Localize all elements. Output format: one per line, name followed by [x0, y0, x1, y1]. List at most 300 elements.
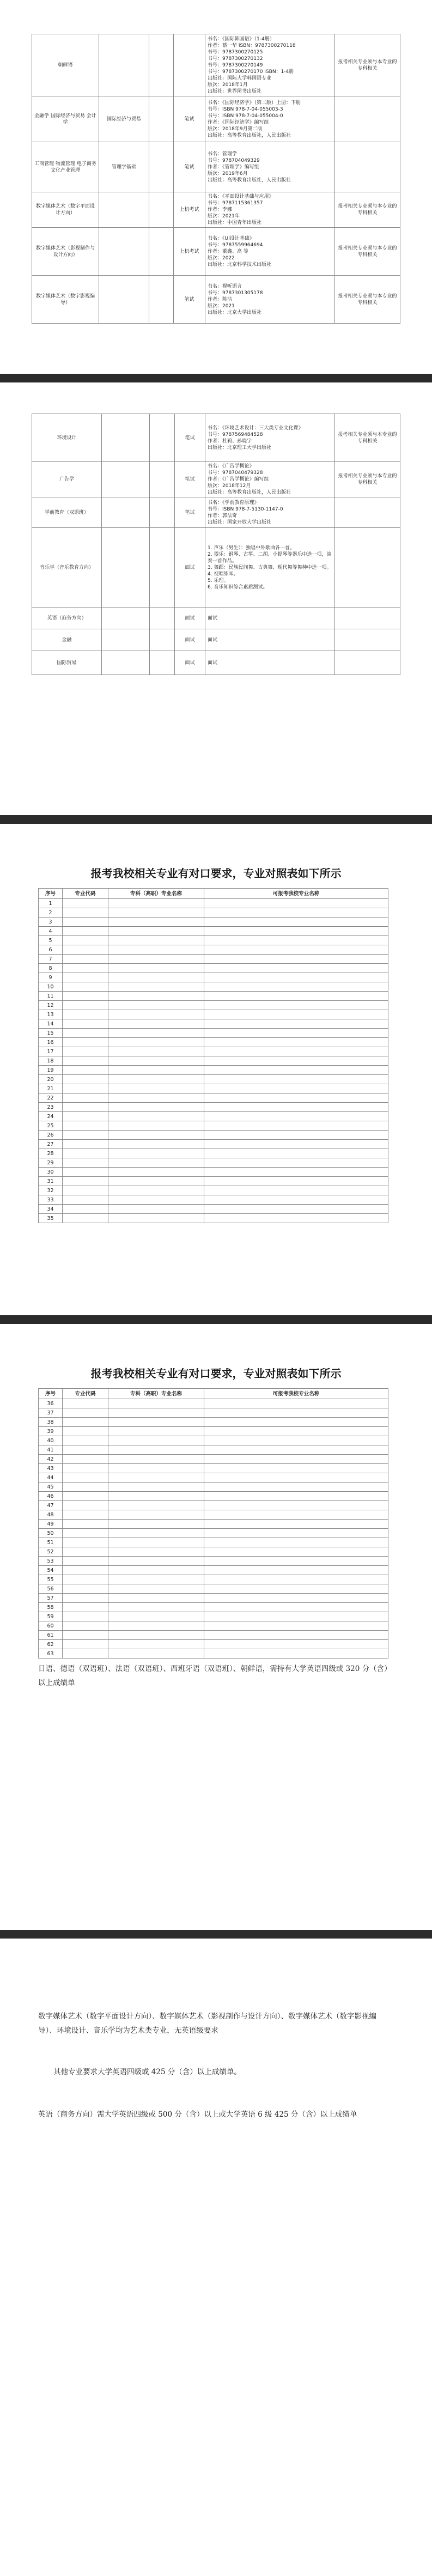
- cell-major: [102, 528, 150, 607]
- exam-row: [32, 34, 400, 96]
- cell-level: [149, 228, 174, 276]
- cell-code: [63, 1112, 108, 1121]
- page-4: [0, 1324, 432, 1930]
- cell-code: [63, 1621, 108, 1631]
- cell-target-major: [204, 1473, 388, 1483]
- cell-college-major: [108, 1612, 204, 1621]
- cell-code: [63, 1501, 108, 1510]
- cell-level: [149, 34, 174, 96]
- cell-index: 30: [39, 1168, 63, 1177]
- cell-college-major: [108, 1047, 204, 1056]
- cell-major: [102, 497, 150, 528]
- page-separator: [0, 1315, 432, 1324]
- cell-target-major: [204, 1168, 388, 1177]
- table-row: [39, 1566, 388, 1575]
- cell-code: [63, 1019, 108, 1029]
- cell-college-major: [108, 1131, 204, 1140]
- cell-requirement: [335, 96, 400, 142]
- cell-target-major: [204, 1594, 388, 1603]
- cell-index: 37: [39, 1408, 63, 1418]
- cell-reference-books: 书名：管理学 书号：978704049329 作者：《管理学》编写组 版次：2019年6月 出版社：高等教育出版社，人民出版社: [205, 142, 335, 192]
- header-target-major: 可报考我校专业名称: [204, 1389, 388, 1399]
- cell-target-major: [204, 1455, 388, 1464]
- table-row: [39, 1501, 388, 1510]
- cell-code: [63, 1075, 108, 1084]
- cell-code: [63, 1640, 108, 1649]
- cell-exam-form: 笔试: [175, 497, 205, 528]
- cell-target-major: [204, 1177, 388, 1186]
- exam-table-2: [32, 414, 400, 675]
- cell-college-major: [108, 1575, 204, 1584]
- other-major-note: 其他专业要求大学英语四级或 425 分（含）以上成绩单。: [53, 2068, 241, 2076]
- cell-code: [63, 1566, 108, 1575]
- table-row: [39, 1168, 388, 1177]
- cell-major: [102, 462, 150, 497]
- table-row: [39, 1205, 388, 1214]
- cell-index: 25: [39, 1121, 63, 1131]
- cell-index: 29: [39, 1158, 63, 1168]
- table-row: [39, 908, 388, 918]
- cell-code: [63, 1214, 108, 1223]
- cell-code: [63, 1399, 108, 1408]
- cell-index: 23: [39, 1103, 63, 1112]
- cell-reference-books: 1. 声乐（男生）：独唱中外歌曲各一首。 2. 器乐：钢琴、古筝、二胡、小提琴等器乐中选一项，演奏一首作品。 3. 舞蹈：民族民间舞、古典舞、现代舞等舞种中选一项。 4. 视唱练耳。 5. 乐理。 6. 音乐知识综合素质测试。: [205, 528, 335, 607]
- table-row: [39, 1631, 388, 1640]
- cell-reference-books: 书名：《国际经济学》（第二版）上册：下册 书号：ISBN 978-7-04-055003-3 书号：ISBN 978-7-04-055004-0 作者：《国际经济学》编写组 版次：2018年9月第二版 出版社：高等教育出版社，人民出版社: [205, 96, 335, 142]
- table-row: [39, 973, 388, 982]
- table-row: [39, 1186, 388, 1195]
- cell-college-major: [108, 955, 204, 964]
- cell-code: [63, 1158, 108, 1168]
- cell-index: 13: [39, 1010, 63, 1019]
- cell-index: 32: [39, 1186, 63, 1195]
- cell-college-major: [108, 1566, 204, 1575]
- cell-major: 管理学基础: [99, 142, 149, 192]
- cell-index: 2: [39, 908, 63, 918]
- cell-index: 14: [39, 1019, 63, 1029]
- table-row: [39, 1093, 388, 1103]
- cell-target-major: [204, 1538, 388, 1547]
- cell-index: 55: [39, 1575, 63, 1584]
- cell-index: 60: [39, 1621, 63, 1631]
- cell-college-major: [108, 1168, 204, 1177]
- cell-code: [63, 1056, 108, 1066]
- cell-college-major: [108, 1492, 204, 1501]
- table-row: [39, 1473, 388, 1483]
- table-row: [39, 1418, 388, 1427]
- cell-college-major: [108, 1075, 204, 1084]
- cell-index: 62: [39, 1640, 63, 1649]
- cell-college-major: [108, 1195, 204, 1205]
- cell-college-major: [108, 1093, 204, 1103]
- cell-code: [63, 1121, 108, 1131]
- cell-reference-books: 面试: [205, 629, 335, 651]
- cell-code: [63, 1455, 108, 1464]
- cell-code: [63, 1575, 108, 1584]
- page-3: [0, 824, 432, 1315]
- cell-category: 英语（商务方向）: [32, 607, 102, 629]
- cell-index: 47: [39, 1501, 63, 1510]
- cell-code: [63, 1047, 108, 1056]
- cell-index: 56: [39, 1584, 63, 1594]
- cell-college-major: [108, 908, 204, 918]
- cell-college-major: [108, 1603, 204, 1612]
- cell-level: [150, 629, 175, 651]
- cell-reference-books: 面试: [205, 651, 335, 675]
- cell-code: [63, 1103, 108, 1112]
- cell-college-major: [108, 1038, 204, 1047]
- page-5: [0, 1939, 432, 2576]
- cell-code: [63, 1177, 108, 1186]
- major-mapping-table-2: [38, 1388, 388, 1658]
- cell-code: [63, 1483, 108, 1492]
- cell-code: [63, 1436, 108, 1445]
- table-row: [39, 1584, 388, 1594]
- cell-college-major: [108, 973, 204, 982]
- cell-level: [150, 651, 175, 675]
- cell-index: 57: [39, 1594, 63, 1603]
- cell-target-major: [204, 1066, 388, 1075]
- cell-target-major: [204, 1445, 388, 1455]
- table-row: [39, 918, 388, 927]
- cell-code: [63, 1010, 108, 1019]
- cell-index: 9: [39, 973, 63, 982]
- cell-code: [63, 1149, 108, 1158]
- cell-index: 33: [39, 1195, 63, 1205]
- cell-index: 21: [39, 1084, 63, 1093]
- cell-target-major: [204, 1399, 388, 1408]
- cell-requirement: 报考相关专业须与本专业的专科相关: [335, 462, 400, 497]
- cell-target-major: [204, 1418, 388, 1427]
- table-row: [39, 1121, 388, 1131]
- cell-index: 41: [39, 1445, 63, 1455]
- cell-index: 10: [39, 982, 63, 992]
- cell-category: 工商管理 物流管理 电子商务 文化产业管理: [32, 142, 99, 192]
- header-code: 专业代码: [63, 889, 108, 899]
- cell-college-major: [108, 1103, 204, 1112]
- cell-reference-books: 面试: [205, 607, 335, 629]
- table-row: [39, 1594, 388, 1603]
- cell-college-major: [108, 1112, 204, 1121]
- cell-target-major: [204, 964, 388, 973]
- cell-college-major: [108, 1445, 204, 1455]
- header-college-major: 专科（高职）专业名称: [108, 889, 204, 899]
- cell-exam-form: 上机考试: [174, 228, 205, 276]
- cell-college-major: [108, 1408, 204, 1418]
- table-row: [39, 1557, 388, 1566]
- cell-college-major: [108, 936, 204, 945]
- cell-index: 11: [39, 992, 63, 1001]
- cell-exam-form: 上机考试: [174, 192, 205, 228]
- table-row: [39, 1177, 388, 1186]
- cell-index: 63: [39, 1649, 63, 1658]
- cell-target-major: [204, 1001, 388, 1010]
- section-title: 报考我校相关专业有对口要求，专业对照表如下所示: [90, 1367, 342, 1380]
- cell-code: [63, 1492, 108, 1501]
- cell-level: [149, 142, 174, 192]
- table-row: [39, 955, 388, 964]
- cell-index: 15: [39, 1029, 63, 1038]
- cell-category: 金融: [32, 629, 102, 651]
- cell-major: [99, 34, 149, 96]
- cell-code: [63, 1631, 108, 1640]
- table-row: [39, 1195, 388, 1205]
- cell-major: [99, 276, 149, 324]
- page-separator: [0, 815, 432, 824]
- cell-index: 58: [39, 1603, 63, 1612]
- exam-row: [32, 629, 400, 651]
- cell-target-major: [204, 1112, 388, 1121]
- cell-index: 24: [39, 1112, 63, 1121]
- cell-target-major: [204, 1010, 388, 1019]
- cell-college-major: [108, 1510, 204, 1520]
- cell-target-major: [204, 1408, 388, 1418]
- cell-code: [63, 1131, 108, 1140]
- cell-target-major: [204, 1186, 388, 1195]
- table-row: [39, 1520, 388, 1529]
- cell-college-major: [108, 1158, 204, 1168]
- cell-index: 61: [39, 1631, 63, 1640]
- cell-code: [63, 1547, 108, 1557]
- cell-exam-form: [174, 34, 205, 96]
- cell-college-major: [108, 1084, 204, 1093]
- cell-target-major: [204, 1492, 388, 1501]
- cell-index: 26: [39, 1131, 63, 1140]
- cell-target-major: [204, 908, 388, 918]
- cell-index: 39: [39, 1427, 63, 1436]
- cell-code: [63, 1584, 108, 1594]
- cell-category: 环境设计: [32, 414, 102, 462]
- cell-code: [63, 1427, 108, 1436]
- cell-category: 金融学 国际经济与贸易 会计学: [32, 96, 99, 142]
- cell-code: [63, 936, 108, 945]
- cell-target-major: [204, 1131, 388, 1140]
- table-row: [39, 1149, 388, 1158]
- cell-target-major: [204, 918, 388, 927]
- cell-exam-form: 面试: [175, 629, 205, 651]
- cell-index: 19: [39, 1066, 63, 1075]
- table-row: [39, 1158, 388, 1168]
- cell-college-major: [108, 1418, 204, 1427]
- cell-index: 38: [39, 1418, 63, 1427]
- cell-code: [63, 1168, 108, 1177]
- exam-row: [32, 414, 400, 462]
- cell-index: 35: [39, 1214, 63, 1223]
- cell-target-major: [204, 1529, 388, 1538]
- table-row: [39, 1047, 388, 1056]
- table-row: [39, 1427, 388, 1436]
- cell-college-major: [108, 1427, 204, 1436]
- cell-code: [63, 964, 108, 973]
- cell-target-major: [204, 982, 388, 992]
- major-mapping-table-1: [38, 888, 388, 1223]
- page-separator: [0, 1930, 432, 1939]
- cell-target-major: [204, 1056, 388, 1066]
- table-row: [39, 927, 388, 936]
- header-target-major: 可报考我校专业名称: [204, 889, 388, 899]
- cell-index: 3: [39, 918, 63, 927]
- cell-code: [63, 1408, 108, 1418]
- cell-exam-form: 笔试: [174, 276, 205, 324]
- cell-college-major: [108, 927, 204, 936]
- cell-code: [63, 1205, 108, 1214]
- cell-target-major: [204, 1121, 388, 1131]
- cell-code: [63, 918, 108, 927]
- table-row: [39, 1112, 388, 1121]
- cell-college-major: [108, 1529, 204, 1538]
- cell-index: 44: [39, 1473, 63, 1483]
- cell-target-major: [204, 955, 388, 964]
- cell-code: [63, 1464, 108, 1473]
- cell-code: [63, 927, 108, 936]
- cell-reference-books: 书名：《学前教育原理》 书号：ISBN 978-7-5130-1147-0 作者：郭法奇 出版社：国家开放大学出版社: [205, 497, 335, 528]
- cell-code: [63, 992, 108, 1001]
- cell-target-major: [204, 945, 388, 955]
- cell-college-major: [108, 1186, 204, 1195]
- cell-reference-books: 书名：《环境艺术设计：三大类专业文化课》 书号：9787569484528 作者：杜莉、孙晓宇 出版社：北京理工大学出版社: [205, 414, 335, 462]
- cell-major: 国际经济与贸易: [99, 96, 149, 142]
- cell-category: 音乐学（音乐教育方向）: [32, 528, 102, 607]
- cell-college-major: [108, 964, 204, 973]
- cell-requirement: 报考相关专业须与本专业的专科相关: [335, 192, 400, 228]
- table-row: [39, 1492, 388, 1501]
- cell-index: 20: [39, 1075, 63, 1084]
- cell-exam-form: 面试: [175, 651, 205, 675]
- table-row: [39, 1408, 388, 1418]
- cell-requirement: [335, 651, 400, 675]
- cell-requirement: 报考相关专业须与本专业的专科相关: [335, 276, 400, 324]
- cell-college-major: [108, 1584, 204, 1594]
- cell-requirement: 报考相关专业须与本专业的专科相关: [335, 414, 400, 462]
- cell-index: 53: [39, 1557, 63, 1566]
- exam-row: [32, 462, 400, 497]
- cell-college-major: [108, 1473, 204, 1483]
- table-header: [39, 1389, 388, 1399]
- cell-major: [99, 192, 149, 228]
- cell-college-major: [108, 992, 204, 1001]
- cell-category: 数字媒体艺术（影视制作与设计方向）: [32, 228, 99, 276]
- cell-college-major: [108, 1621, 204, 1631]
- table-row: [39, 1214, 388, 1223]
- cell-code: [63, 1186, 108, 1195]
- cell-index: 17: [39, 1047, 63, 1056]
- cell-index: 52: [39, 1547, 63, 1557]
- cell-code: [63, 1594, 108, 1603]
- cell-level: [150, 497, 175, 528]
- exam-row: [32, 96, 400, 142]
- table-row: [39, 1483, 388, 1492]
- cell-target-major: [204, 1149, 388, 1158]
- table-row: [39, 1510, 388, 1520]
- page-separator: [0, 374, 432, 382]
- cell-target-major: [204, 1566, 388, 1575]
- cell-index: 50: [39, 1529, 63, 1538]
- table-row: [39, 1621, 388, 1631]
- cell-college-major: [108, 1001, 204, 1010]
- cell-index: 51: [39, 1538, 63, 1547]
- table-row: [39, 899, 388, 908]
- cell-index: 45: [39, 1483, 63, 1492]
- cell-target-major: [204, 1547, 388, 1557]
- cell-target-major: [204, 1575, 388, 1584]
- cell-target-major: [204, 1084, 388, 1093]
- cell-college-major: [108, 1399, 204, 1408]
- table-row: [39, 964, 388, 973]
- cell-college-major: [108, 982, 204, 992]
- header-college-major: 专科（高职）专业名称: [108, 1389, 204, 1399]
- cell-reference-books: 书名：视听语言 书号：9787301305178 作者：陈洁 版次：2021 出版社：北京大学出版社: [205, 276, 335, 324]
- cell-target-major: [204, 1038, 388, 1047]
- cell-target-major: [204, 1510, 388, 1520]
- cell-code: [63, 1445, 108, 1455]
- cell-college-major: [108, 1594, 204, 1603]
- cell-college-major: [108, 1205, 204, 1214]
- cell-level: [150, 462, 175, 497]
- cell-code: [63, 1195, 108, 1205]
- cell-index: 46: [39, 1492, 63, 1501]
- cell-category: 数字媒体艺术（数字平面设计方向）: [32, 192, 99, 228]
- cell-exam-form: 笔试: [175, 462, 205, 497]
- cell-reference-books: 书名：《平面设计基础与应用》 书号：9787115361357 作者：李娜 版次：2021年 出版社：中国青年出版社: [205, 192, 335, 228]
- cell-code: [63, 1557, 108, 1566]
- cell-target-major: [204, 1103, 388, 1112]
- cell-code: [63, 1612, 108, 1621]
- art-major-note: 数字媒体艺术（数字平面设计方向）、数字媒体艺术（影视制作与设计方向）、数字媒体艺术（数字影视编导）、环境设计、音乐学均为艺术类专业，无英语级要求: [38, 2012, 376, 2035]
- cell-target-major: [204, 1649, 388, 1658]
- cell-target-major: [204, 1047, 388, 1056]
- cell-college-major: [108, 1149, 204, 1158]
- cell-code: [63, 982, 108, 992]
- cell-index: 5: [39, 936, 63, 945]
- cell-code: [63, 973, 108, 982]
- cell-code: [63, 899, 108, 908]
- cell-code: [63, 1603, 108, 1612]
- cell-college-major: [108, 1121, 204, 1131]
- cell-college-major: [108, 1520, 204, 1529]
- cell-requirement: [335, 142, 400, 192]
- page-2: [0, 382, 432, 815]
- table-row: [39, 1603, 388, 1612]
- cell-exam-form: 面试: [175, 607, 205, 629]
- header-code: 专业代码: [63, 1389, 108, 1399]
- cell-college-major: [108, 1557, 204, 1566]
- cell-code: [63, 1473, 108, 1483]
- cell-requirement: [335, 629, 400, 651]
- cell-level: [150, 607, 175, 629]
- cell-reference-books: 书名：《UI设计基础》 书号：9787559964694 作者：董鑫、高 等 版次：2022 出版社：北京科学技术出版社: [205, 228, 335, 276]
- cell-exam-form: 笔试: [174, 142, 205, 192]
- cell-college-major: [108, 1631, 204, 1640]
- cell-code: [63, 1520, 108, 1529]
- cell-code: [63, 1510, 108, 1520]
- cell-target-major: [204, 1427, 388, 1436]
- cell-level: [149, 192, 174, 228]
- cell-index: 54: [39, 1566, 63, 1575]
- cell-college-major: [108, 1177, 204, 1186]
- cell-index: 16: [39, 1038, 63, 1047]
- table-row: [39, 1103, 388, 1112]
- table-row: [39, 1001, 388, 1010]
- cell-target-major: [204, 1205, 388, 1214]
- cell-category: 数字媒体艺术（数字影视编导）: [32, 276, 99, 324]
- cell-index: 49: [39, 1520, 63, 1529]
- cell-target-major: [204, 1140, 388, 1149]
- cell-college-major: [108, 918, 204, 927]
- cell-index: 48: [39, 1510, 63, 1520]
- cell-requirement: [335, 528, 400, 607]
- cell-requirement: [335, 607, 400, 629]
- cell-target-major: [204, 1520, 388, 1529]
